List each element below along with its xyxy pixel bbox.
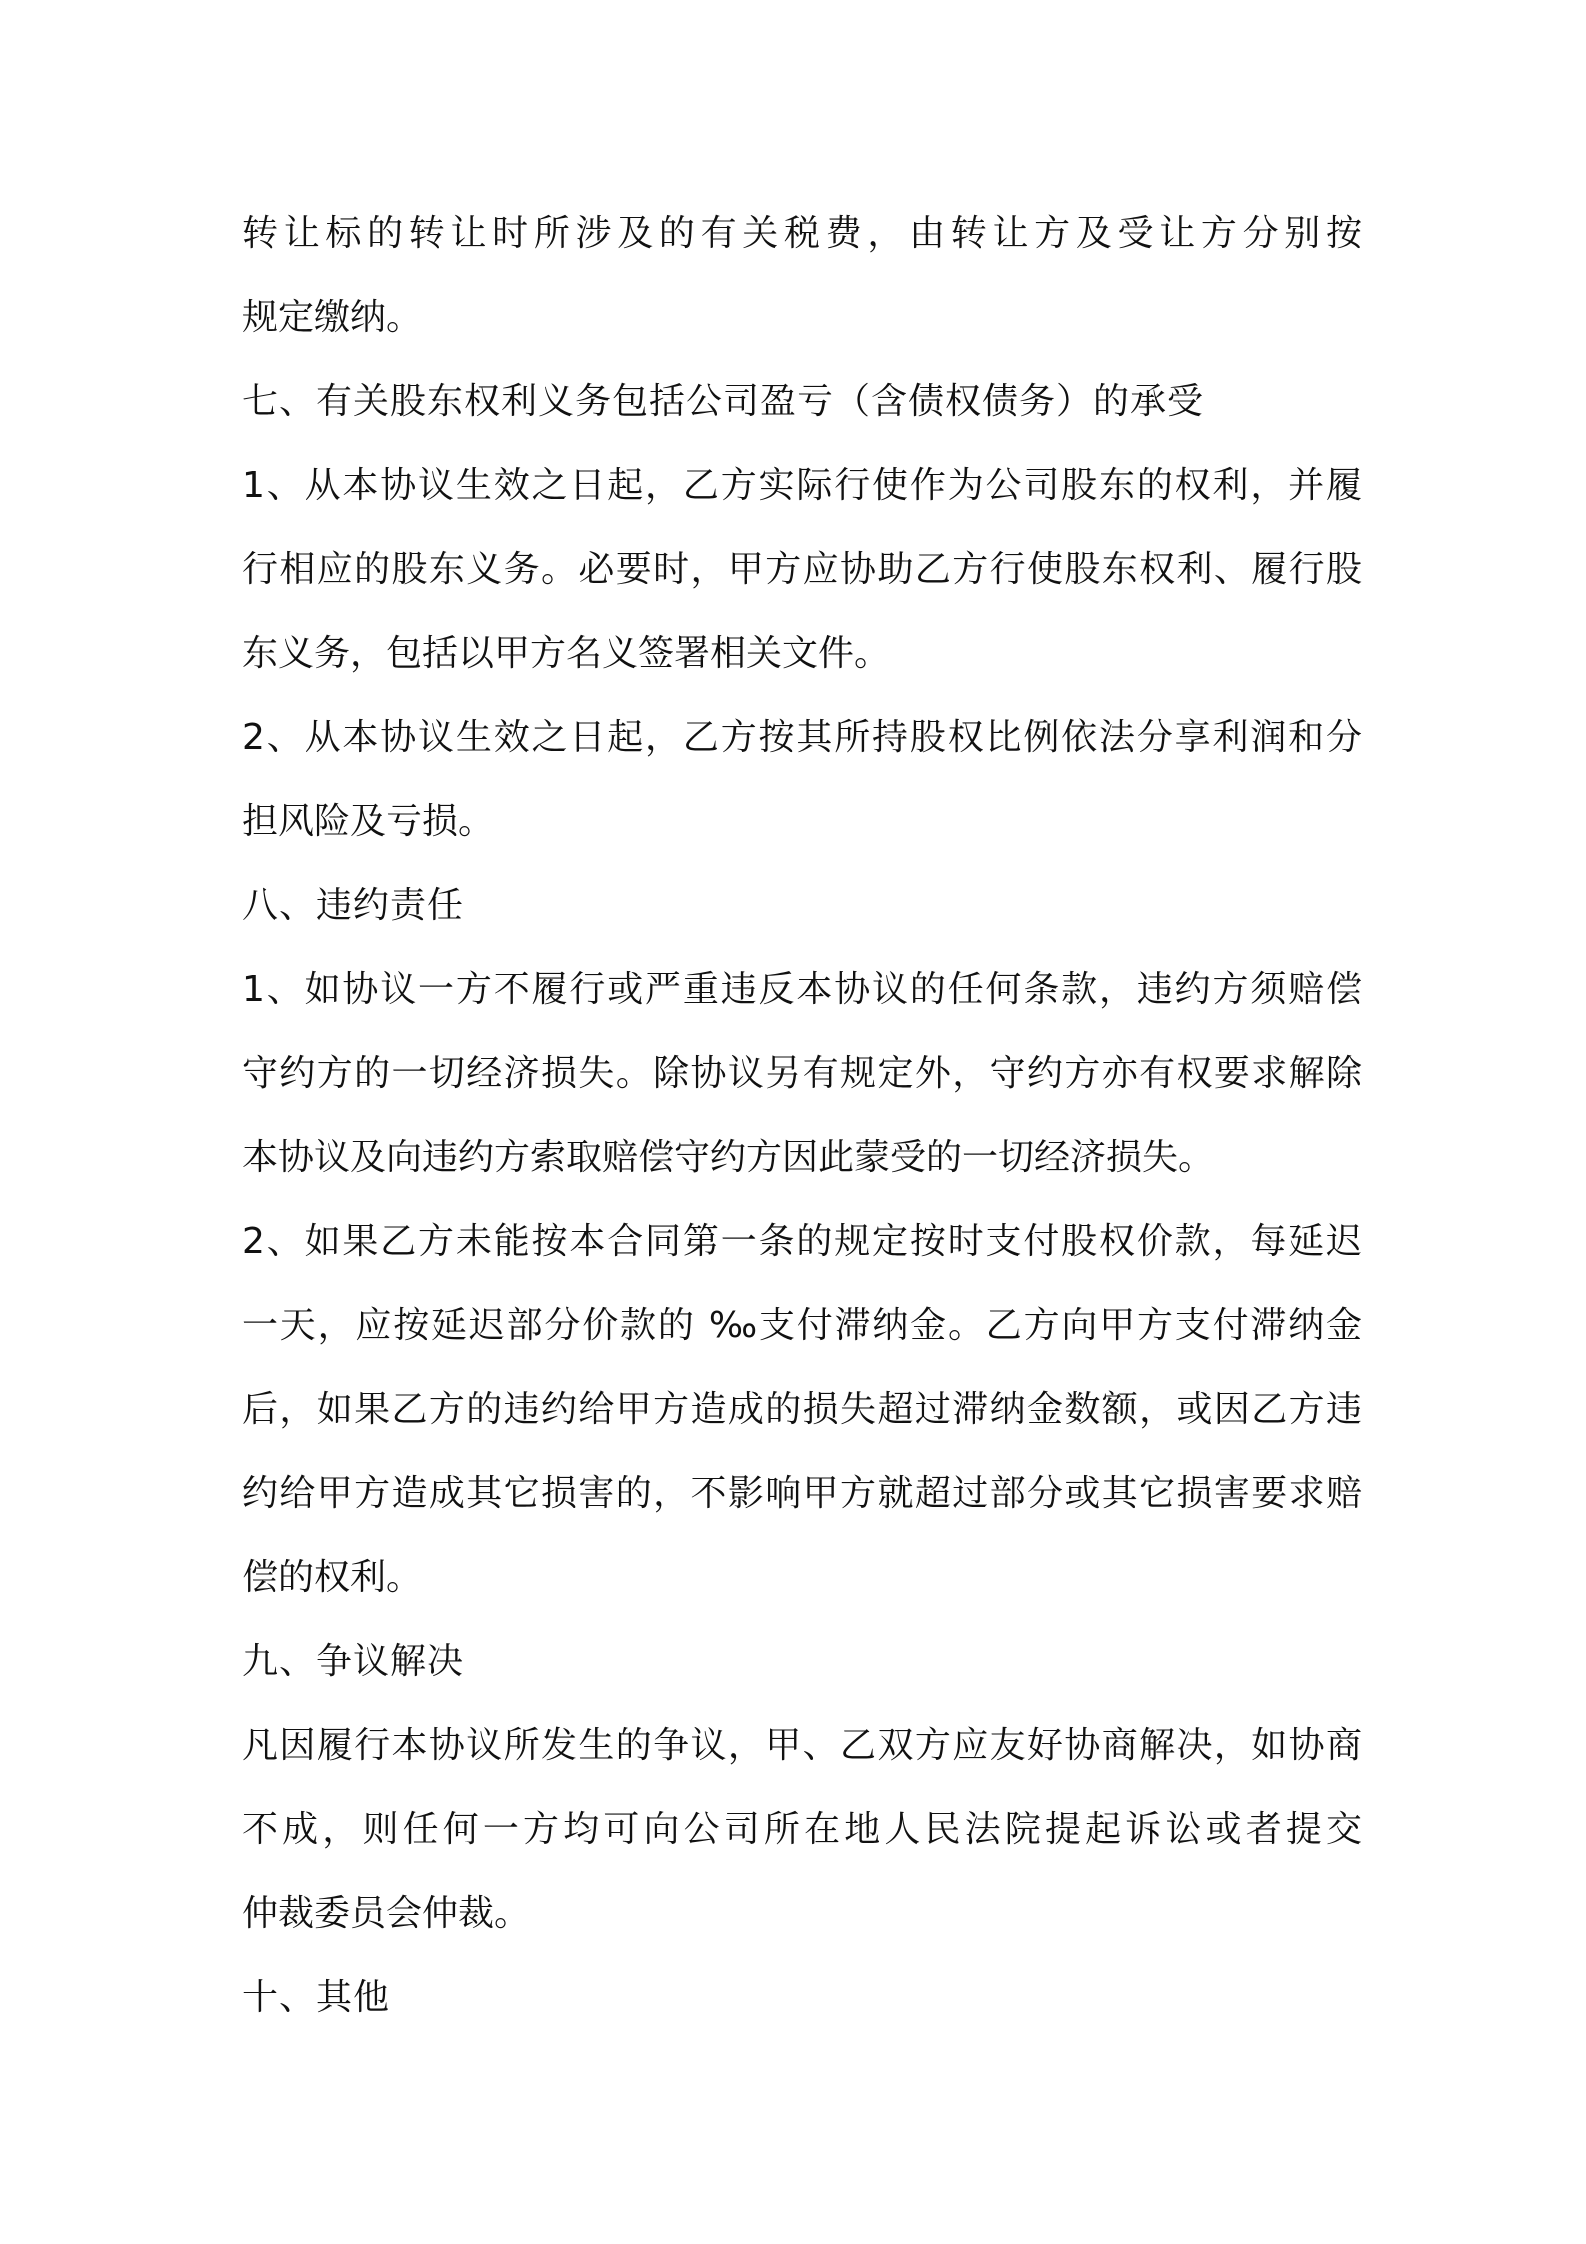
paragraph-line: 规定缴纳。 (242, 297, 423, 338)
paragraph-line: 1、从本协议生效之日起，乙方实际行使作为公司股东的权利，并履 (242, 465, 1362, 506)
paragraph-line: 后，如果乙方的违约给甲方造成的损失超过滞纳金数额，或因乙方违 (242, 1389, 1362, 1430)
paragraph-line: 凡因履行本协议所发生的争议，甲、乙双方应友好协商解决，如协商 (242, 1725, 1362, 1766)
paragraph-line: 1、如协议一方不履行或严重违反本协议的任何条款，违约方须赔偿 (242, 969, 1362, 1010)
paragraph-line: 东义务，包括以甲方名义签署相关文件。 (242, 633, 891, 674)
paragraph-line: 行相应的股东义务。必要时，甲方应协助乙方行使股东权利、履行股 (242, 549, 1362, 590)
document-body (242, 192, 1362, 2040)
paragraph-line: 2、从本协议生效之日起，乙方按其所持股权比例依法分享利润和分 (242, 717, 1362, 758)
paragraph-line: 守约方的一切经济损失。除协议另有规定外，守约方亦有权要求解除 (242, 1053, 1362, 1094)
paragraph-line: 担风险及亏损。 (242, 801, 495, 842)
section-heading-8: 八、违约责任 (242, 885, 465, 926)
section-heading-9: 九、争议解决 (242, 1641, 465, 1682)
paragraph-line: 本协议及向违约方索取赔偿守约方因此蒙受的一切经济损失。 (242, 1137, 1215, 1178)
paragraph-line: 不成，则任何一方均可向公司所在地人民法院提起诉讼或者提交 (242, 1809, 1362, 1850)
section-heading-7: 七、有关股东权利义务包括公司盈亏（含债权债务）的承受 (242, 381, 1205, 422)
paragraph-line: 仲裁委员会仲裁。 (242, 1893, 531, 1934)
paragraph-line: 偿的权利。 (242, 1557, 423, 1598)
section-heading-10: 十、其他 (242, 1977, 391, 2018)
paragraph-line: 一天，应按延迟部分价款的 ‰支付滞纳金。乙方向甲方支付滞纳金 (242, 1305, 1362, 1346)
paragraph-line: 约给甲方造成其它损害的，不影响甲方就超过部分或其它损害要求赔 (242, 1473, 1362, 1514)
paragraph-line: 2、如果乙方未能按本合同第一条的规定按时支付股权价款，每延迟 (242, 1221, 1362, 1262)
paragraph-line: 转让标的转让时所涉及的有关税费，由转让方及受让方分别按 (242, 213, 1362, 254)
